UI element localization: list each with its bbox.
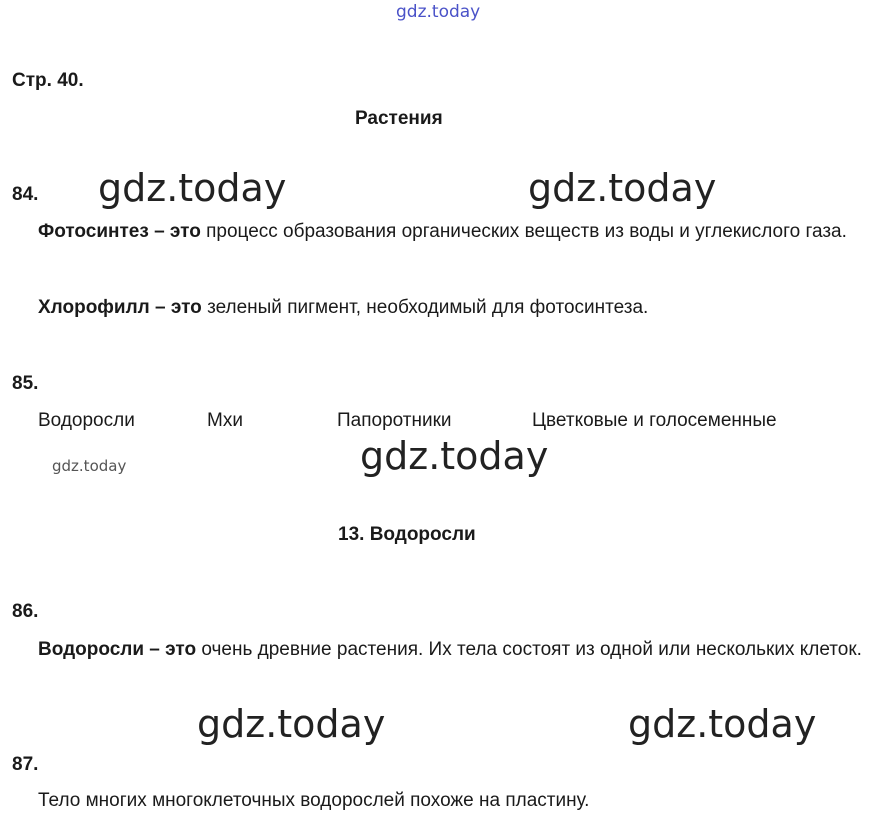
plant-group-item: Папоротники: [337, 410, 452, 431]
term-algae: Водоросли – это: [38, 639, 197, 660]
task-number-85: 85.: [12, 373, 39, 394]
definition-chlorophyll: [38, 297, 648, 319]
watermark: gdz.today: [360, 434, 549, 478]
watermark: gdz.today: [528, 166, 717, 210]
task-number-87: 87.: [12, 754, 39, 775]
definition-text: зеленый пигмент, необходимый для фотосинтеза.: [201, 297, 649, 318]
page-reference: Стр. 40.: [12, 70, 84, 91]
definition-algae: [12, 631, 869, 669]
task-number-84: 84.: [12, 184, 39, 205]
plant-group-item: Мхи: [207, 410, 243, 431]
watermark: gdz.today: [628, 702, 817, 746]
answer-87: Тело многих многоклеточных водорослей похоже на пластину.: [38, 790, 590, 811]
watermark: gdz.today: [52, 457, 127, 475]
task-number-86: 86.: [12, 601, 39, 622]
watermark: gdz.today: [197, 702, 386, 746]
plant-groups-row: [0, 410, 876, 436]
term-chlorophyll: Хлорофилл – это: [38, 297, 202, 318]
section-title: Растения: [355, 108, 443, 129]
watermark-top: gdz.today: [396, 2, 481, 22]
plant-group-item: Водоросли: [38, 410, 135, 431]
definition-text: процесс образования органических веществ из воды и углекислого газа.: [200, 221, 847, 242]
definition-photosynthesis: [12, 213, 869, 251]
watermark: gdz.today: [98, 166, 287, 210]
term-photosynthesis: Фотосинтез – это: [38, 221, 201, 242]
plant-group-item: Цветковые и голосеменные: [532, 410, 777, 431]
section-title-algae: 13. Водоросли: [338, 524, 476, 545]
definition-text: очень древние растения. Их тела состоят из одной или нескольких клеток.: [196, 639, 862, 660]
